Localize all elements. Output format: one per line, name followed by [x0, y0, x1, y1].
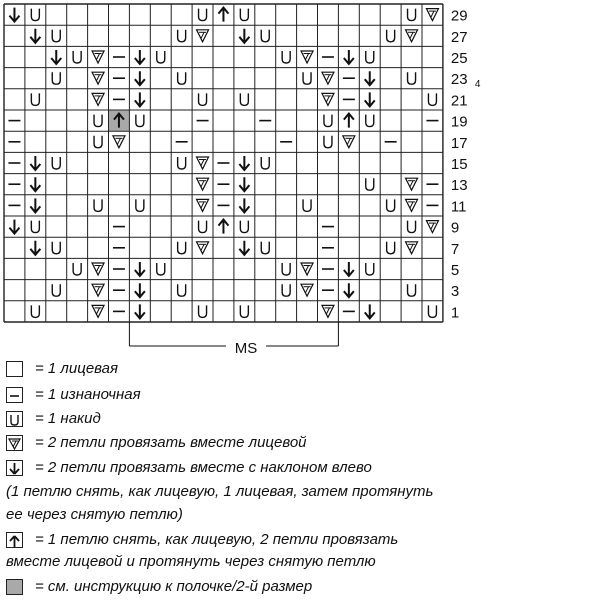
yarn-over-symbol: [282, 51, 290, 63]
row-number: 3: [450, 283, 460, 301]
legend-text-gray: = см. инструкцию к полочке/2-й размер: [35, 578, 313, 595]
yarn-over-symbol: [387, 199, 395, 211]
row-number: 19: [450, 113, 468, 131]
row-number: 13: [450, 177, 468, 195]
ssk-symbol: [365, 92, 375, 106]
ssk-symbol: [344, 283, 354, 297]
k2tog-symbol-inner: [410, 32, 413, 38]
sk2p-symbol: [344, 114, 354, 128]
k2tog-symbol-inner: [201, 181, 204, 187]
row-number: 27: [450, 28, 468, 46]
yarn-over-symbol: [408, 72, 416, 84]
ssk-symbol: [51, 50, 61, 64]
yarn-over-symbol: [261, 30, 269, 42]
ssk-symbol: [239, 29, 249, 43]
legend-text-purl: = 1 изнаночная: [35, 386, 141, 403]
yarn-over-symbol: [73, 263, 81, 275]
yarn-over-symbol: [52, 30, 60, 42]
ssk-symbol: [365, 304, 375, 318]
ssk-symbol: [135, 304, 145, 318]
yarn-over-symbol: [136, 115, 144, 127]
yarn-over-symbol: [178, 157, 186, 169]
yarn-over-symbol: [261, 157, 269, 169]
legend-text-yarn-over: = 1 накид: [35, 410, 101, 427]
purl-symbol-icon: [6, 387, 23, 403]
yarn-over-symbol: [303, 199, 311, 211]
yarn-over-symbol: [261, 242, 269, 254]
k2tog-symbol-inner: [97, 308, 100, 314]
yarn-over-symbol: [282, 284, 290, 296]
yarn-over-symbol: [178, 242, 186, 254]
yarn-over-symbol: [157, 263, 165, 275]
row-number: 9: [450, 219, 460, 237]
yarn-over-symbol: [73, 51, 81, 63]
yarn-over-symbol: [408, 284, 416, 296]
yarn-over-symbol: [199, 9, 207, 21]
legend-text-sk2p: = 1 петлю снять, как лицевую, 2 петли провязать: [35, 531, 399, 548]
ssk-symbol: [135, 71, 145, 85]
ssk-symbol: [30, 241, 40, 255]
k2tog-symbol-inner: [306, 54, 309, 60]
k2tog-symbol-inner: [306, 287, 309, 293]
row-number: 1: [450, 304, 460, 322]
yarn-over-symbol: [303, 72, 311, 84]
yarn-over-symbol: [387, 30, 395, 42]
yarn-over-symbol: [178, 30, 186, 42]
row-number: 17: [450, 134, 468, 152]
yarn-over-symbol: [324, 136, 332, 148]
yarn-over-symbol: [408, 221, 416, 233]
yarn-over-symbol: [366, 178, 374, 190]
legend-text-k2tog: = 2 петли провязать вместе лицевой: [35, 434, 307, 451]
ssk-symbol: [135, 50, 145, 64]
sk2p-symbol: [218, 8, 228, 22]
k2tog-symbol-inner: [201, 202, 204, 208]
k2tog-symbol-inner: [97, 75, 100, 81]
ms-label: MS: [234, 340, 258, 357]
ssk-symbol: [30, 198, 40, 212]
yarn-over-symbol: [282, 263, 290, 275]
k2tog-symbol-inner: [326, 96, 329, 102]
yarn-over-symbol: [408, 9, 416, 21]
k2tog-symbol-inner: [97, 287, 100, 293]
ssk-symbol: [135, 92, 145, 106]
ssk-symbol: [30, 156, 40, 170]
yarn-over-symbol: [240, 305, 248, 317]
yarn-over-symbol: [52, 242, 60, 254]
ssk-symbol: [239, 198, 249, 212]
yarn-over-symbol: [52, 72, 60, 84]
legend-sk2p-continuation: вместе лицевой и протянуть через снятую петлю: [6, 553, 376, 570]
legend-ssk-continuation-2: ее через снятую петлю): [6, 506, 183, 523]
yarn-over-symbol: [199, 93, 207, 105]
gray-cell-icon: [6, 579, 23, 595]
k2tog-symbol-inner: [117, 138, 120, 144]
ssk-symbol: [365, 71, 375, 85]
side-note: 4: [474, 78, 481, 90]
k2tog-symbol-inner: [97, 96, 100, 102]
yarn-over-symbol: [31, 221, 39, 233]
yarn-over-symbol: [324, 115, 332, 127]
k2tog-symbol-inner: [97, 54, 100, 60]
k2tog-symbol-inner: [410, 202, 413, 208]
k2tog-symbol-inner: [410, 181, 413, 187]
row-number: 29: [450, 7, 468, 25]
row-number: 7: [450, 240, 460, 258]
ssk-symbol: [135, 262, 145, 276]
knit-symbol-icon: [6, 361, 23, 377]
k2tog-symbol-inner: [201, 32, 204, 38]
ssk-symbol: [239, 177, 249, 191]
ssk-symbol: [344, 262, 354, 276]
yarn-over-symbol: [199, 221, 207, 233]
yarn-over-symbol: [366, 115, 374, 127]
yarn-over-symbol: [199, 305, 207, 317]
yarn-over-symbol: [366, 51, 374, 63]
row-number: 25: [450, 50, 468, 67]
k2tog-symbol-inner: [326, 308, 329, 314]
yarn-over-symbol: [240, 93, 248, 105]
row-number: 21: [450, 92, 468, 110]
k2tog-symbol-inner: [410, 244, 413, 250]
k2tog-symbol-inner: [201, 244, 204, 250]
row-number: 23: [450, 71, 468, 89]
yarn-over-symbol: [366, 263, 374, 275]
yarn-over-symbol-icon: [6, 411, 23, 427]
k2tog-symbol-inner: [326, 75, 329, 81]
legend-ssk-continuation-1: (1 петлю снять, как лицевую, 1 лицевая, затем протянуть: [6, 483, 434, 500]
legend-text-ssk: = 2 петли провязать вместе с наклоном влево: [35, 459, 372, 476]
yarn-over-symbol: [31, 93, 39, 105]
k2tog-symbol-inner: [431, 223, 434, 229]
yarn-over-symbol: [240, 9, 248, 21]
yarn-over-symbol: [157, 51, 165, 63]
yarn-over-symbol: [240, 221, 248, 233]
ssk-symbol: [135, 283, 145, 297]
sk2p-symbol: [218, 220, 228, 234]
yarn-over-symbol: [387, 242, 395, 254]
ssk-symbol: [9, 8, 19, 22]
yarn-over-symbol: [31, 305, 39, 317]
yarn-over-symbol: [178, 284, 186, 296]
yarn-over-symbol: [94, 115, 102, 127]
k2tog-symbol-icon: [6, 435, 23, 451]
ssk-symbol: [344, 50, 354, 64]
yarn-over-symbol: [31, 9, 39, 21]
k2tog-symbol-inner: [347, 138, 350, 144]
ssk-symbol: [9, 220, 19, 234]
yarn-over-symbol: [52, 284, 60, 296]
k2tog-symbol-inner: [201, 160, 204, 166]
ssk-symbol: [30, 177, 40, 191]
yarn-over-symbol: [136, 199, 144, 211]
yarn-over-symbol: [52, 157, 60, 169]
row-number: 5: [450, 262, 460, 279]
yarn-over-symbol: [94, 136, 102, 148]
ssk-symbol: [239, 241, 249, 255]
ssk-symbol: [30, 29, 40, 43]
ssk-symbol: [239, 156, 249, 170]
yarn-over-symbol: [94, 199, 102, 211]
k2tog-symbol-inner: [97, 266, 100, 272]
row-number: 15: [450, 156, 468, 173]
yarn-over-symbol: [428, 305, 436, 317]
yarn-over-symbol: [428, 93, 436, 105]
sk2p-symbol-icon: [6, 532, 23, 548]
row-number: 11: [450, 198, 467, 216]
k2tog-symbol-inner: [306, 266, 309, 272]
ssk-symbol-icon: [6, 460, 23, 476]
yarn-over-symbol: [178, 72, 186, 84]
legend-text-knit: = 1 лицевая: [35, 360, 119, 377]
k2tog-symbol-inner: [431, 11, 434, 17]
